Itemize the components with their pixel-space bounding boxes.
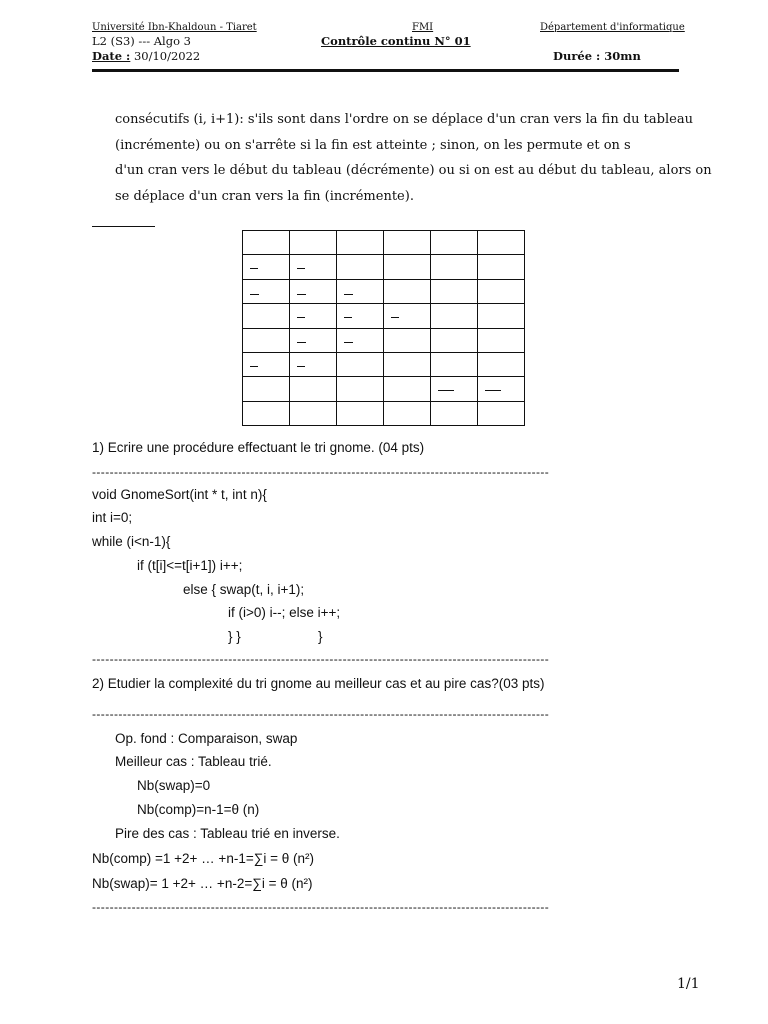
answer-line: Nb(comp)=n-1=θ (n) [137, 802, 260, 817]
short-separator [92, 226, 155, 227]
code-line: } } [228, 629, 241, 644]
table-cell [431, 328, 478, 352]
table-row [243, 328, 525, 352]
table-cell [337, 304, 384, 328]
dash-mark [485, 390, 501, 391]
table-cell [431, 304, 478, 328]
answer-line: Pire des cas : Tableau trié en inverse. [115, 826, 340, 841]
table-cell [290, 328, 337, 352]
table-cell [478, 401, 525, 425]
table-cell [337, 328, 384, 352]
table-cell [431, 401, 478, 425]
table-cell [337, 279, 384, 303]
table-cell [290, 401, 337, 425]
exam-title: Contrôle continu N° 01 [321, 34, 471, 48]
table-cell [384, 377, 431, 401]
table-cell [384, 352, 431, 376]
exam-duration: Durée : 30mn [553, 49, 641, 63]
department-name: Département d'informatique [540, 22, 685, 33]
dash-mark [250, 268, 258, 269]
table-cell [243, 231, 290, 255]
answer-line: Nb(swap)= 1 +2+ … +n-2=∑i = θ (n²) [92, 876, 313, 891]
table-cell [384, 255, 431, 279]
intro-paragraph [115, 107, 712, 209]
answer-line: Meilleur cas : Tableau trié. [115, 754, 272, 769]
dash-mark [250, 294, 259, 295]
table-cell [384, 401, 431, 425]
answer-line: Nb(swap)=0 [137, 778, 211, 793]
table-cell [337, 377, 384, 401]
table-cell [478, 255, 525, 279]
dash-mark [391, 317, 399, 318]
table-cell [478, 304, 525, 328]
table-row [243, 401, 525, 425]
dash-mark [297, 342, 306, 343]
table-cell [478, 231, 525, 255]
table-row [243, 279, 525, 303]
code-line: int i=0; [92, 510, 133, 525]
table-row [243, 377, 525, 401]
table-cell [431, 231, 478, 255]
table-cell [478, 352, 525, 376]
course-info: L2 (S3) --- Algo 3 [92, 34, 191, 48]
intro-line: d'un cran vers le début du tableau (décrémente) ou si on est au début du tableau, alors on [115, 163, 712, 178]
table-cell [290, 279, 337, 303]
answer-line: Op. fond : Comparaison, swap [115, 731, 298, 746]
faculty-name: FMI [412, 22, 434, 33]
dash-mark [297, 366, 305, 367]
dash-mark [297, 317, 305, 318]
table-row [243, 352, 525, 376]
dash-mark [344, 317, 352, 318]
table-cell [478, 279, 525, 303]
table-cell [337, 401, 384, 425]
table-cell [243, 304, 290, 328]
dashed-separator: -------------------------------------------------------------------------------------------------------- [92, 652, 550, 666]
date-value: 30/10/2022 [130, 49, 201, 63]
dash-mark [297, 294, 306, 295]
table-cell [337, 231, 384, 255]
table-cell [243, 279, 290, 303]
dash-mark [344, 294, 353, 295]
dash-mark [344, 342, 353, 343]
dashed-separator: -------------------------------------------------------------------------------------------------------- [92, 900, 550, 914]
table-cell [290, 304, 337, 328]
dash-mark [297, 268, 305, 269]
trace-table [242, 230, 525, 426]
table-row [243, 231, 525, 255]
dash-mark [250, 366, 258, 367]
table-cell [243, 401, 290, 425]
header-rule [92, 69, 679, 72]
code-line: if (i>0) i--; else i++; [228, 605, 341, 620]
intro-line: se déplace d'un cran vers la fin (incrémente). [115, 188, 414, 204]
code-line: void GnomeSort(int * t, int n){ [92, 487, 267, 502]
table-cell [431, 377, 478, 401]
table-cell [290, 352, 337, 376]
table-cell [384, 328, 431, 352]
table-cell [243, 352, 290, 376]
table-cell [384, 279, 431, 303]
table-cell [431, 279, 478, 303]
intro-line: (incrémente) ou on s'arrête si la fin est atteinte ; sinon, on les permute et on s [115, 137, 631, 153]
question-1: 1) Ecrire une procédure effectuant le tri gnome. (04 pts) [92, 440, 425, 455]
table-row [243, 255, 525, 279]
table-cell [337, 255, 384, 279]
table-cell [478, 377, 525, 401]
dash-mark [438, 390, 454, 391]
table-cell [290, 231, 337, 255]
table-row [243, 304, 525, 328]
code-line: else { swap(t, i, i+1); [183, 582, 305, 597]
date-label: Date : [92, 49, 131, 63]
table-cell [431, 352, 478, 376]
answer-line: Nb(comp) =1 +2+ … +n-1=∑i = θ (n²) [92, 851, 314, 866]
table-cell [290, 377, 337, 401]
table-cell [243, 377, 290, 401]
page-number: 1/1 [677, 976, 700, 992]
code-line: while (i<n-1){ [92, 534, 171, 549]
table-cell [290, 255, 337, 279]
table-cell [384, 304, 431, 328]
intro-line: consécutifs (i, i+1): s'ils sont dans l'ordre on se déplace d'un cran vers la fin du tableau [115, 112, 693, 127]
code-line: } [318, 629, 323, 644]
table-cell [478, 328, 525, 352]
dashed-separator: -------------------------------------------------------------------------------------------------------- [92, 707, 550, 721]
table-cell [243, 328, 290, 352]
dashed-separator: -------------------------------------------------------------------------------------------------------- [92, 465, 550, 479]
university-name: Université Ibn-Khaldoun - Tiaret [92, 22, 257, 33]
table-cell [431, 255, 478, 279]
table-cell [243, 255, 290, 279]
question-2: 2) Etudier la complexité du tri gnome au meilleur cas et au pire cas?(03 pts) [92, 676, 545, 691]
code-line: if (t[i]<=t[i+1]) i++; [137, 558, 243, 573]
table-cell [384, 231, 431, 255]
exam-date [92, 49, 200, 63]
table-cell [337, 352, 384, 376]
